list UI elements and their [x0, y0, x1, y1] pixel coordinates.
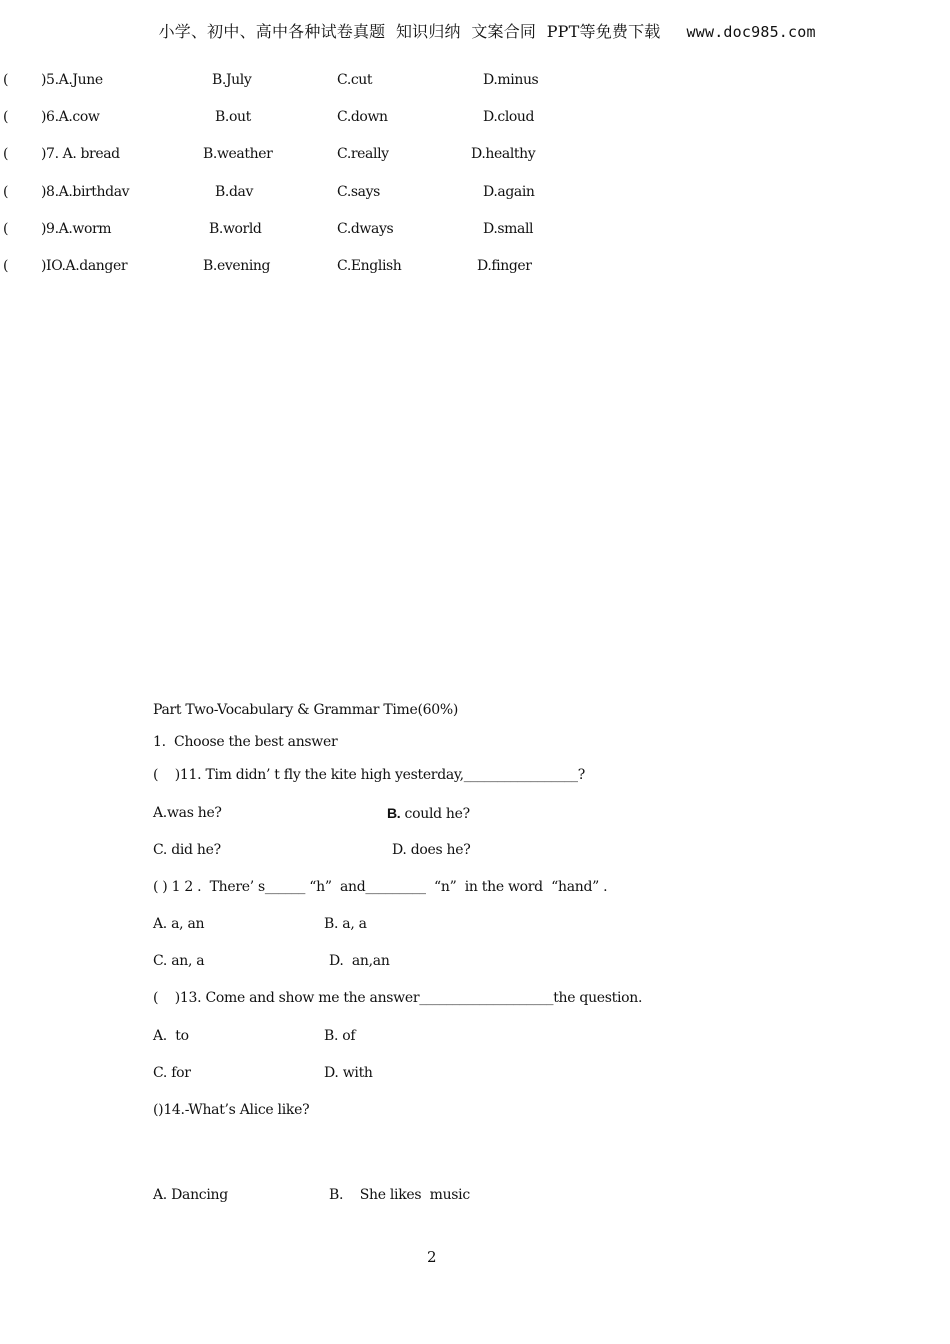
option-b: B.evening	[203, 258, 271, 274]
option-a: )8.A.birthdav	[41, 184, 130, 200]
header-title: 小学、初中、高中各种试卷真题 知识归纳 文案合同 PPT等免费下载	[158, 22, 661, 41]
option-d: D.minus	[483, 72, 539, 88]
answer-bracket: (	[3, 109, 9, 125]
option-b: B. of	[324, 1028, 356, 1044]
answer-bracket: (	[3, 146, 9, 162]
option-b: B. a, a	[324, 916, 367, 932]
option-b: B.world	[209, 221, 262, 237]
part-title: Part Two-Vocabulary & Grammar Time(60%)	[153, 702, 459, 718]
question-12: ( ) 1 2 . There’ s______ “h” and_________ “n” in the word “hand” .	[153, 879, 608, 895]
option-d: D.finger	[477, 258, 532, 274]
option-d: D.healthy	[471, 146, 536, 162]
option-a: )9.A.worm	[41, 221, 112, 237]
option-a: )5.A.June	[41, 72, 103, 88]
option-c: C.English	[337, 258, 402, 274]
option-a: A.was he?	[153, 805, 222, 821]
answer-bracket: (	[3, 72, 9, 88]
question-14: ()14.-What’s Alice like?	[153, 1102, 310, 1118]
option-b: B. She likes music	[329, 1187, 470, 1203]
option-d: D.small	[483, 221, 534, 237]
option-a: )6.A.cow	[41, 109, 100, 125]
option-b-text: could he?	[400, 806, 470, 822]
section-heading: 1. Choose the best answer	[153, 734, 338, 750]
option-c: C.dways	[337, 221, 394, 237]
option-d: D. does he?	[392, 842, 471, 858]
option-d: D.cloud	[483, 109, 535, 125]
option-c: C.really	[337, 146, 389, 162]
option-d: D.again	[483, 184, 535, 200]
option-b-letter: B.	[387, 805, 401, 821]
question-13: ( )13. Come and show me the answer____________________the question.	[153, 990, 643, 1006]
option-b: B.weather	[203, 146, 273, 162]
option-c: C. an, a	[153, 953, 205, 969]
question-11: ( )11. Tim didn’ t fly the kite high yesterday,_________________?	[153, 767, 585, 783]
option-b: B.July	[212, 72, 252, 88]
option-b: B.out	[215, 109, 251, 125]
option-c: C. for	[153, 1065, 191, 1081]
page-number: 2	[427, 1248, 437, 1266]
answer-bracket: (	[3, 184, 9, 200]
option-a: A. to	[153, 1028, 189, 1044]
option-c: C.cut	[337, 72, 373, 88]
option-c: C.down	[337, 109, 388, 125]
option-a: )7. A. bread	[41, 146, 120, 162]
option-d: D. an,an	[329, 953, 390, 969]
option-a: A. a, an	[153, 916, 205, 932]
option-b: B.dav	[215, 184, 253, 200]
page-header	[148, 0, 816, 42]
option-a: A. Dancing	[153, 1187, 228, 1203]
option-c: C.says	[337, 184, 380, 200]
answer-bracket: (	[3, 258, 9, 274]
option-d: D. with	[324, 1065, 373, 1081]
header-url: www.doc985.com	[686, 23, 816, 41]
option-a: )IO.A.danger	[41, 258, 128, 274]
answer-bracket: (	[3, 221, 9, 237]
option-b	[387, 805, 470, 822]
option-c: C. did he?	[153, 842, 221, 858]
